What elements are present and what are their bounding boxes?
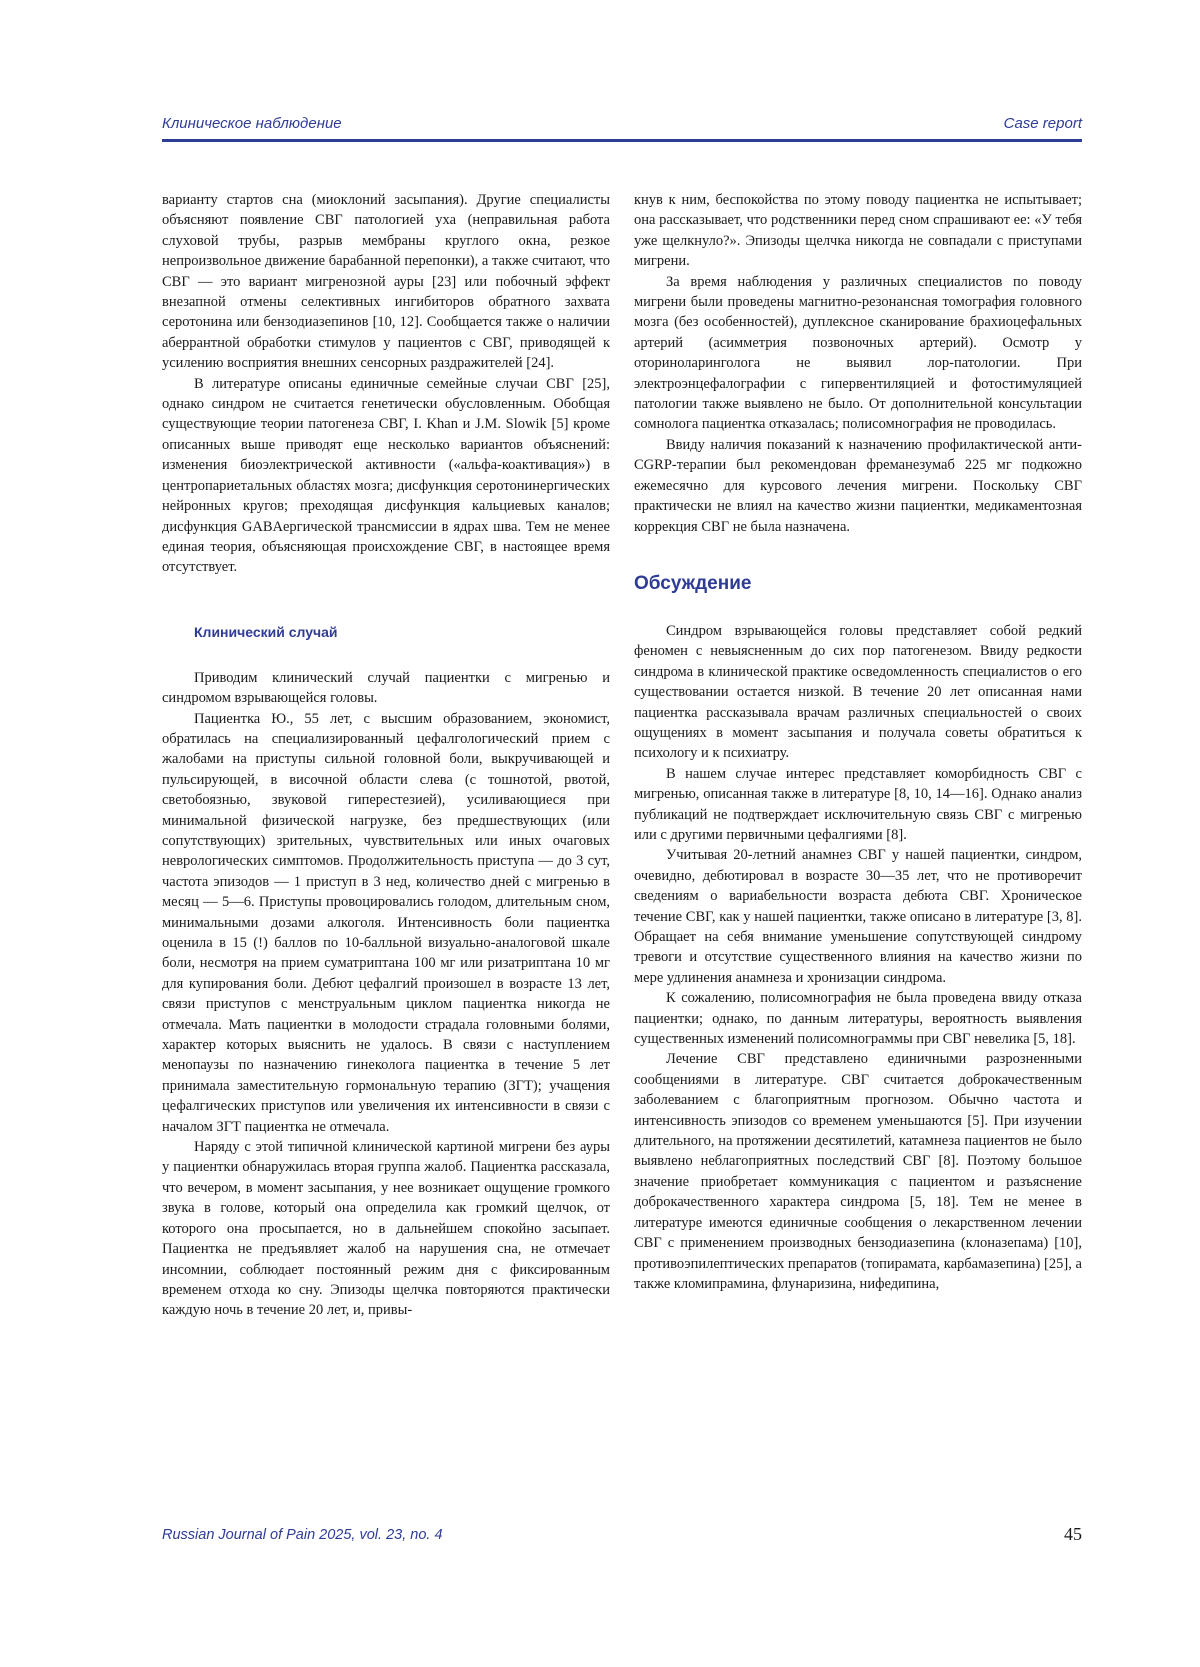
left-column bbox=[162, 190, 610, 1321]
footer-journal-citation: Russian Journal of Pain 2025, vol. 23, no. 4 bbox=[162, 1527, 443, 1543]
subsection-heading: Клинический случай bbox=[194, 623, 338, 640]
paragraph: Учитывая 20-летний анамнез СВГ у нашей пациентки, синдром, очевидно, дебютировал в возрасте 30—35 лет, что не противоречит сведениям о вариабельности возраста дебюта СВГ. Хроническое течение СВГ, как у нашей пациентки, также описано в литературе [3, 8]. Обращает на себя внимание уменьшение сопутствующей синдрому тревоги и отсутствие существенного влияния на качество жизни по мере удлинения анамнеза и хронизации синдрома. bbox=[634, 847, 1082, 986]
page-number: 45 bbox=[1064, 1524, 1082, 1544]
paragraph: Пациентка Ю., 55 лет, с высшим образованием, экономист, обратилась на специализированный цефалгологический прием с жалобами на приступы сильной головной боли, выкручивающей и пульсирующей, в височной области слева (с тошнотой, рвотой, светобоязнью, звуковой гиперестезией), усиливающиеся при минимальной физической нагрузке, без предшествующих (или сопутствующих) зрительных, чувствительных или иных очаговых неврологических симптомов. Продолжительность приступа — до 3 сут, частота эпизодов — 1 приступ в 3 нед, количество дней с мигренью в месяц — 5—6. Приступы провоцировались голодом, длительным сном, минимальными дозами алкоголя. Интенсивность боли пациентка оценила в 15 (!) баллов по 10-балльной визуально-аналоговой шкале боли, несмотря на прием суматриптана 100 мг или ризатриптана 10 мг для купирования боли. Дебют цефалгий произошел в возрасте 13 лет, связи приступов с менструальным циклом пациентка никогда не отмечала. Мать пациентки в молодости страдала головными болями, характер которых выяснить не удалось. В связи с наступлением менопаузы по назначению гинеколога пациентка в течение 5 лет принимала заместительную гормональную терапию (ЗГТ); учащения цефалгических приступов или увеличения их интенсивности в связи с началом ЗГТ пациентка не отмечала. bbox=[162, 710, 610, 1135]
paragraph: К сожалению, полисомнография не была проведена ввиду отказа пациентки; однако, по данным литературы, вероятность выявления существенных изменений полисомнограммы при СВГ невелика [5, 18]. bbox=[634, 990, 1082, 1048]
paragraph: В литературе описаны единичные семейные случаи СВГ [25], однако синдром не считается генетически обусловленным. Обобщая существующие теории патогенеза СВГ, I. Khan и J.M. Slowik [5] кроме описанных выше приводят еще несколько вариантов объяснений: изменения биоэлектрической активности («альфа-коактивация») в центропариетальных областях мозга; дисфункция серотонинергических нейронных кругов; преходящая дисфункция кальциевых каналов; дисфункция GABAергической трансмиссии в ядрах шва. Тем не менее единая теория, объясняющая происхождение СВГ, в настоящее время отсутствует. bbox=[162, 375, 610, 576]
paragraph: варианту стартов сна (миоклоний засыпания). Другие специалисты объясняют появление СВГ патологией уха (неправильная работа слуховой трубы, разрыв мембраны круглого окна, резкое непроизвольное движение барабанной перепонки), а также считают, что СВГ — это вариант мигренозной ауры [23] или побочный эффект внезапной отмены селективных ингибиторов обратного захвата серотонина или бензодиазепинов [10, 12]. Сообщается также о наличии аберрантной обработки стимулов у пациентов с СВГ, приводящей к усилению восприятия внешних сенсорных раздражителей [24]. bbox=[162, 192, 610, 372]
paragraph: В нашем случае интерес представляет коморбидность СВГ с мигренью, описанная также в литературе [8, 10, 14—16]. Однако анализ публикаций не подтверждает исключительную связь СВГ с мигренью или с другими первичными цефалгиями [8]. bbox=[634, 765, 1082, 843]
header-article-type: Case report bbox=[1003, 115, 1082, 132]
paragraph: кнув к ним, беспокойства по этому поводу пациентка не испытывает; она рассказывает, что родственники перед сном спрашивают ее: «У тебя уже щелкнуло?». Эпизоды щелчка никогда не совпадали с приступами мигрени. bbox=[634, 192, 1082, 270]
paragraph: Приводим клинический случай пациентки с мигренью и синдромом взрывающейся головы. bbox=[162, 669, 610, 707]
paragraph: Ввиду наличия показаний к назначению профилактической анти-CGRP-терапии был рекомендован фреманезумаб 225 мг подкожно ежемесячно для курсового лечения мигрени. Поскольку СВГ практически не влиял на качество жизни пациентки, медикаментозная коррекция СВГ не была назначена. bbox=[634, 436, 1082, 535]
paragraph: Наряду с этой типичной клинической картиной мигрени без ауры у пациентки обнаружилась вторая группа жалоб. Пациентка рассказала, что вечером, в момент засыпания, у нее возникает ощущение громкого звука в голове, который она определила как громкий щелчок, от которого она просыпается, но в дальнейшем спокойно засыпает. Пациентка не предъявляет жалоб на нарушения сна, не отмечает инсомнии, соблюдает постоянный режим дня с фиксированным временем отхода ко сну. Эпизоды щелчка повторяются практически каждую ночь в течение 20 лет, и, привы- bbox=[162, 1139, 610, 1319]
header-divider bbox=[162, 139, 1082, 142]
paragraph: За время наблюдения у различных специалистов по поводу мигрени были проведены магнитно-резонансная томография головного мозга (без особенностей), дуплексное сканирование брахиоцефальных артерий (асимметрия позвоночных артерий). Осмотр у оториноларинголога не выявил лор-патологии. При электроэнцефалографии с гипервентиляцией и фотостимуляцией патологии также выявлено не было. От дополнительной консультации сомнолога пациентка отказалась; полисомнография не проводилась. bbox=[634, 273, 1082, 433]
section-heading: Обсуждение bbox=[634, 572, 752, 594]
paragraph: Лечение СВГ представлено единичными разрозненными сообщениями в литературе. СВГ считается доброкачественным заболеванием с благоприятным прогнозом. Обычно частота и интенсивность эпизодов со временем уменьшаются [5]. При изучении длительного, на протяжении десятилетий, катамнеза пациентов не было выявлено неблагоприятных последствий СВГ [8]. Поэтому большое значение приобретает коммуникация с пациентом и разъяснение доброкачественного характера синдрома [5, 18]. Тем не менее в литературе имеются единичные сообщения о лекарственном лечении СВГ с применением производных бензодиазепина (клоназепама) [10], противоэпилептических препаратов (топирамата, карбамазепина) [25], а также кломипрамина, флунаризина, нифедипина, bbox=[634, 1051, 1082, 1292]
paragraph: Синдром взрывающейся головы представляет собой редкий феномен с невыясненным до сих пор патогенезом. Ввиду редкости синдрома в клинической практике осведомленность специалистов о его существовании остается низкой. В течение 20 лет описанная нами пациентка рассказывала врачам различных специальностей о своих ощущениях в момент засыпания и получала советы обратиться к психологу и к психиатру. bbox=[634, 622, 1082, 762]
running-header bbox=[162, 113, 1082, 137]
right-column bbox=[634, 190, 1082, 1294]
header-section-label: Клиническое наблюдение bbox=[162, 115, 342, 132]
